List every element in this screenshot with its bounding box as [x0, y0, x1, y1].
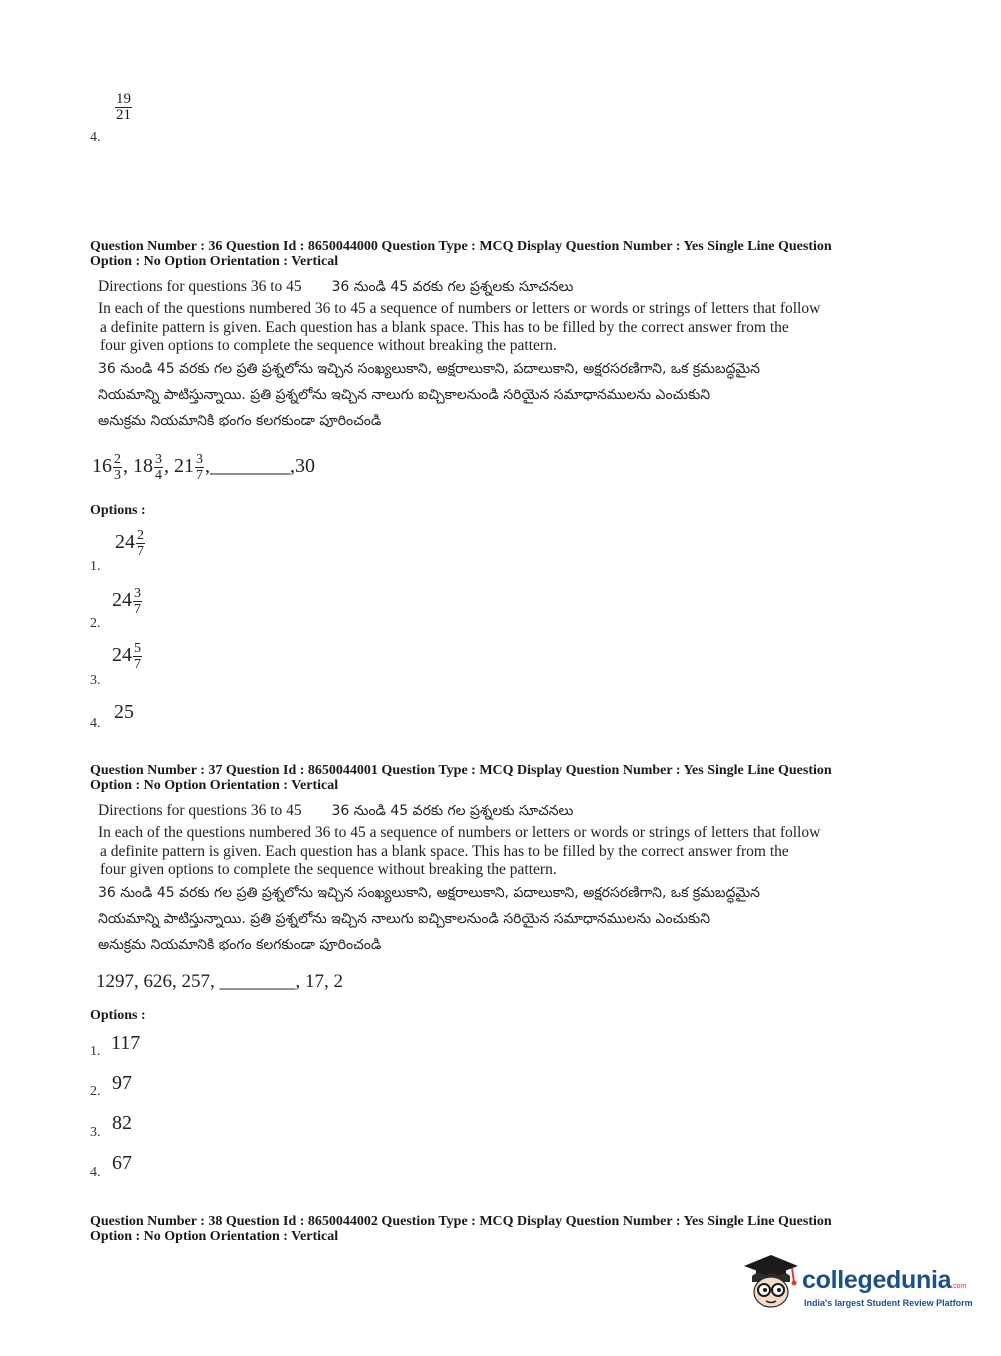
numerator: 3	[134, 586, 141, 601]
directions-heading-te: 36 నుండి 45 వరకు గల ప్రశ్నలకు సూచనలు	[331, 803, 574, 819]
term-3-whole: 21	[174, 455, 194, 478]
blank: ________	[210, 455, 290, 478]
directions-en-line-2: a definite pattern is given. Each question has a blank space. This has to be filled by the correct answer from the	[100, 318, 789, 336]
directions-en	[98, 300, 918, 356]
term-last: 30	[295, 455, 315, 478]
denominator: 3	[114, 468, 121, 483]
term-2-whole: 18	[133, 455, 153, 478]
option-2[interactable]	[90, 586, 210, 636]
directions-te-line-2: నియమాన్ని పాటిస్తున్నాయి. ప్రతి ప్రశ్నలోను ఇచ్చిన నాలుగు ఐచ్చికాలనుండి సరియైన సమాధానములను ఎంచుకుని	[98, 387, 711, 403]
question-meta	[90, 763, 970, 793]
directions-heading	[98, 798, 898, 824]
directions-en	[98, 824, 918, 880]
numerator: 2	[114, 452, 121, 467]
question-sequence: 16 $\frac{2}{3}$ , 18 $\frac{3}{4}$ , 21 $\frac{3}{7}$ ,________,30	[92, 452, 315, 483]
meta-line-1: Question Number : 38 Question Id : 8650044002 Question Type : MCQ Display Question Number : Yes Single Line Question	[90, 1214, 832, 1229]
directions-en-line-3: four given options to complete the sequence without breaking the pattern.	[100, 861, 557, 878]
denominator: 7	[134, 602, 141, 617]
option-4[interactable]	[90, 700, 210, 732]
mascot-icon	[740, 1252, 802, 1314]
directions-te	[98, 880, 918, 958]
logo-tagline: India's largest Student Review Platform	[804, 1298, 973, 1308]
directions-te-line-1: 36 నుండి 45 వరకు గల ప్రతి ప్రశ్నలోను ఇచ్చిన సంఖ్యలుకాని, అక్షరాలుకాని, పదాలుకాని, అక్షరసరణిగాని, ఒక క్రమబద్ధమైన	[98, 361, 760, 377]
option-number: 1.	[90, 559, 101, 574]
directions-te-line-2: నియమాన్ని పాటిస్తున్నాయి. ప్రతి ప్రశ్నలోను ఇచ్చిన నాలుగు ఐచ్చికాలనుండి సరియైన సమాధానములను ఎంచుకుని	[98, 911, 711, 927]
denominator: 21	[116, 107, 131, 123]
option-1[interactable]	[90, 528, 210, 578]
option-number: 2.	[90, 1084, 101, 1099]
term-1-fraction	[113, 452, 122, 483]
logo-suffix: .com	[951, 1283, 967, 1290]
option-value: 117	[111, 1032, 141, 1054]
numerator: 3	[155, 452, 162, 467]
denominator: 7	[196, 468, 203, 483]
question-meta	[90, 239, 970, 269]
denominator: 7	[137, 544, 144, 559]
numerator: 3	[196, 452, 203, 467]
directions-heading-en: Directions for questions 36 to 45	[98, 802, 302, 819]
denominator: 4	[155, 468, 162, 483]
option-3[interactable]	[90, 1112, 190, 1142]
term-3-fraction	[195, 452, 204, 483]
option-number: 1.	[90, 1044, 101, 1059]
logo-wordmark	[802, 1266, 966, 1295]
numerator: 2	[137, 528, 144, 543]
numerator: 19	[116, 91, 131, 107]
option-number: 4.	[90, 130, 101, 145]
option-4[interactable]	[90, 1152, 190, 1182]
numerator: 5	[134, 641, 141, 656]
directions-te-line-1: 36 నుండి 45 వరకు గల ప్రతి ప్రశ్నలోను ఇచ్చిన సంఖ్యలుకాని, అక్షరాలుకాని, పదాలుకాని, అక్షరసరణిగాని, ఒక క్రమబద్ధమైన	[98, 885, 760, 901]
directions-en-line-1: In each of the questions numbered 36 to 45 a sequence of numbers or letters or words or strings of letters that follow	[98, 824, 821, 841]
meta-line-1: Question Number : 36 Question Id : 8650044000 Question Type : MCQ Display Question Number : Yes Single Line Question	[90, 239, 832, 254]
option-number: 4.	[90, 1165, 101, 1180]
option-value	[115, 528, 146, 559]
meta-line-2: Option : No Option Orientation : Vertical	[90, 1229, 339, 1244]
directions-te	[98, 356, 918, 434]
options-label: Options :	[90, 503, 146, 518]
question-meta	[90, 1214, 970, 1244]
logo-brand: collegedunia	[802, 1266, 952, 1294]
option-value	[112, 641, 143, 672]
directions-heading-en: Directions for questions 36 to 45	[98, 278, 302, 295]
option-value: 25	[114, 701, 134, 723]
option-number: 3.	[90, 1125, 101, 1140]
option-number: 4.	[90, 716, 101, 731]
option-3[interactable]	[90, 641, 210, 691]
directions-heading	[98, 274, 898, 300]
term-2-fraction	[154, 452, 163, 483]
option-value: 82	[112, 1112, 132, 1134]
option-1[interactable]	[90, 1032, 190, 1062]
option-fraction	[115, 92, 132, 123]
option-value	[112, 586, 143, 617]
question-sequence: 1297, 626, 257, ________, 17, 2	[96, 971, 343, 992]
option-number: 3.	[90, 673, 101, 688]
directions-heading-te: 36 నుండి 45 వరకు గల ప్రశ్నలకు సూచనలు	[331, 279, 574, 295]
option-number: 2.	[90, 616, 101, 631]
whole: 24	[112, 589, 132, 612]
collegedunia-logo[interactable]	[740, 1252, 973, 1318]
fraction	[133, 586, 142, 617]
meta-line-1: Question Number : 37 Question Id : 8650044001 Question Type : MCQ Display Question Number : Yes Single Line Question	[90, 763, 832, 778]
directions-en-line-2: a definite pattern is given. Each question has a blank space. This has to be filled by the correct answer from the	[100, 842, 789, 860]
denominator: 7	[134, 657, 141, 672]
fraction	[133, 641, 142, 672]
directions-te-line-3: అనుక్రమ నియమానికి భంగం కలగకుండా పూరించండి	[98, 937, 382, 953]
whole: 24	[115, 531, 135, 554]
options-label: Options :	[90, 1008, 146, 1023]
option-value: 67	[112, 1152, 132, 1174]
directions-te-line-3: అనుక్రమ నియమానికి భంగం కలగకుండా పూరించండి	[98, 413, 382, 429]
meta-line-2: Option : No Option Orientation : Vertical	[90, 254, 339, 269]
term-1-whole: 16	[92, 455, 112, 478]
directions-en-line-1: In each of the questions numbered 36 to 45 a sequence of numbers or letters or words or strings of letters that follow	[98, 300, 821, 317]
option-value: 97	[112, 1072, 132, 1094]
fraction	[136, 528, 145, 559]
directions-en-line-3: four given options to complete the sequence without breaking the pattern.	[100, 337, 557, 354]
whole: 24	[112, 644, 132, 667]
meta-line-2: Option : No Option Orientation : Vertical	[90, 778, 339, 793]
option-2[interactable]	[90, 1072, 190, 1102]
